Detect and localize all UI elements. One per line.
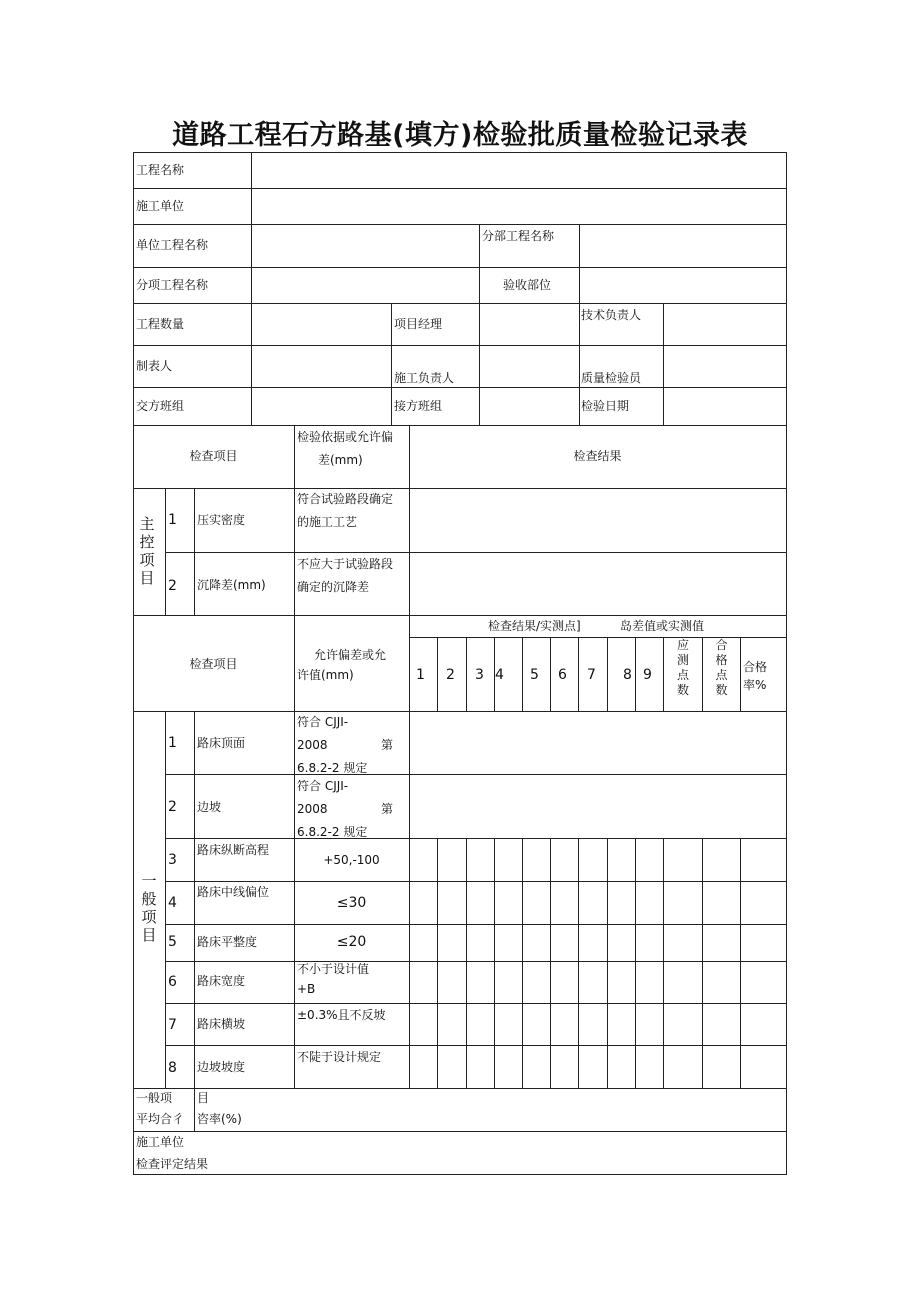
- general-group-label: [139, 872, 159, 944]
- grid-line: [165, 711, 166, 1088]
- main-basis-header: 检验依据或允许偏: [297, 430, 394, 444]
- grid-line: [165, 961, 787, 962]
- grid-line: [165, 488, 166, 615]
- tabulator-label: 制表人: [136, 359, 173, 373]
- grid-line: [194, 1088, 195, 1131]
- col-number: 9: [643, 667, 652, 683]
- general-item-spec: 符合 CJJI-: [297, 715, 349, 729]
- general-item-spec: 第: [381, 738, 394, 752]
- general-item-spec: 第: [381, 802, 394, 816]
- grid-line: [133, 1088, 787, 1089]
- qualified-points-char: 合: [715, 638, 728, 652]
- grid-line: [635, 838, 636, 1088]
- border-line: [133, 1174, 787, 1175]
- construction-unit-label: 施工单位: [136, 199, 185, 213]
- grid-line: [194, 711, 195, 1088]
- main-item-name: 沉降差(mm): [197, 578, 266, 592]
- general-result-header-b: 岛差值或实测值: [620, 619, 705, 633]
- main-item-basis: 不应大于试验路段: [297, 557, 394, 571]
- grid-line: [635, 637, 636, 711]
- main-item-basis: 符合试验路段确定: [297, 492, 394, 506]
- general-item-spec: 不陡于设计规定: [297, 1050, 382, 1064]
- grid-line: [133, 188, 787, 189]
- project-name-label: 工程名称: [136, 163, 185, 177]
- grid-line: [133, 303, 787, 304]
- should-measure-char: 数: [676, 683, 689, 697]
- receiving-team-label: 接方班组: [394, 399, 443, 413]
- general-item-name: 边坡坡度: [197, 1060, 246, 1074]
- grid-line: [165, 1003, 787, 1004]
- grid-line: [133, 267, 787, 268]
- general-group-text: 一 般 项 目: [141, 872, 157, 944]
- qualified-points-char: 数: [715, 683, 728, 697]
- grid-line: [740, 838, 741, 1088]
- general-item-no: 1: [168, 735, 177, 751]
- grid-line: [194, 488, 195, 615]
- quantity-label: 工程数量: [136, 317, 185, 331]
- construction-lead-label: 施工负责人: [394, 371, 455, 385]
- grid-line: [607, 637, 608, 711]
- main-control-group-text: 主 控 项 目: [139, 515, 155, 587]
- grid-line: [740, 637, 741, 711]
- general-item-name: 路床中线偏位: [197, 885, 270, 899]
- grid-line: [479, 303, 480, 425]
- general-item-spec: ≤30: [336, 895, 367, 911]
- grid-line: [133, 1131, 787, 1132]
- general-item-no: 6: [168, 974, 177, 990]
- grid-line: [409, 425, 410, 1088]
- handover-team-label: 交方班组: [136, 399, 185, 413]
- main-result-header: 检查结果: [573, 449, 622, 463]
- grid-line: [437, 637, 438, 711]
- inspection-date-label: 检验日期: [581, 399, 630, 413]
- grid-line: [133, 224, 787, 225]
- main-item-name: 压实密度: [197, 513, 246, 527]
- footer-eval-label: 检查评定结果: [136, 1157, 209, 1171]
- tech-lead-label: 技术负责人: [581, 308, 642, 322]
- grid-line: [494, 838, 495, 1088]
- general-item-spec: +50,-100: [323, 853, 380, 867]
- col-number: 7: [587, 667, 596, 683]
- quality-inspector-label: 质量检验员: [581, 371, 642, 385]
- project-manager-label: 项目经理: [394, 317, 443, 331]
- general-item-spec: ≤20: [336, 934, 367, 950]
- general-item-spec: 不小于设计值: [297, 962, 370, 976]
- col-number: 5: [530, 667, 539, 683]
- main-basis-header-unit: 差(mm): [318, 453, 363, 467]
- general-item-name: 路床宽度: [197, 974, 246, 988]
- pass-rate-header: 合格: [743, 660, 768, 674]
- general-item-name: 路床纵断高程: [197, 843, 270, 857]
- grid-line: [466, 838, 467, 1088]
- grid-line: [663, 303, 664, 425]
- general-allow-header-unit: 许值(mm): [297, 668, 354, 682]
- grid-line: [133, 711, 787, 712]
- grid-line: [550, 838, 551, 1088]
- grid-line: [550, 637, 551, 711]
- grid-line: [133, 488, 787, 489]
- grid-line: [578, 637, 579, 711]
- general-item-spec: +B: [297, 982, 316, 996]
- general-item-name: 路床横坡: [197, 1017, 246, 1031]
- general-item-no: 8: [168, 1060, 177, 1076]
- col-number: 1: [416, 667, 425, 683]
- grid-line: [479, 224, 480, 303]
- avg-label: 目: [197, 1091, 210, 1105]
- general-item-spec: 符合 CJJI-: [297, 779, 349, 793]
- qualified-points-header: [703, 638, 740, 698]
- grid-line: [578, 838, 579, 1088]
- main-item-no: 1: [168, 512, 177, 528]
- should-measure-header: [664, 638, 702, 698]
- avg-label: 咨率(%): [197, 1112, 242, 1126]
- grid-line: [607, 838, 608, 1088]
- grid-line: [522, 838, 523, 1088]
- general-item-spec: 2008: [297, 738, 328, 752]
- col-number: 6: [558, 667, 567, 683]
- general-item-no: 4: [168, 895, 177, 911]
- general-item-no: 5: [168, 934, 177, 950]
- general-item-name: 边坡: [197, 800, 222, 814]
- grid-line: [251, 152, 252, 425]
- main-check-item-header: 检查项目: [189, 449, 238, 463]
- col-number: 2: [446, 667, 455, 683]
- acceptance-part-label: 验收部位: [503, 278, 552, 292]
- grid-line: [165, 1045, 787, 1046]
- general-item-name: 路床顶面: [197, 736, 246, 750]
- grid-line: [165, 924, 787, 925]
- col-number: 3: [475, 667, 484, 683]
- avg-label: 平均合彳: [136, 1112, 185, 1126]
- sub-item-name-label: 分项工程名称: [136, 278, 209, 292]
- should-measure-char: 测: [676, 653, 689, 667]
- main-control-group-label: [137, 515, 157, 587]
- general-check-item-header: 检查项目: [189, 657, 238, 671]
- grid-line: [522, 637, 523, 711]
- border-line: [133, 152, 787, 153]
- col-number: 8: [623, 667, 632, 683]
- should-measure-char: 应: [676, 638, 689, 652]
- general-item-spec: 6.8.2-2 规定: [297, 825, 368, 839]
- unit-project-name-label: 单位工程名称: [136, 238, 209, 252]
- grid-line: [165, 552, 787, 553]
- general-item-no: 3: [168, 852, 177, 868]
- grid-line: [437, 838, 438, 1088]
- sub-division-name-label: 分部工程名称: [482, 229, 555, 243]
- grid-line: [294, 425, 295, 1088]
- grid-line: [466, 637, 467, 711]
- general-item-spec: ±0.3%且不反坡: [297, 1008, 386, 1022]
- main-item-basis: 确定的沉降差: [297, 580, 370, 594]
- general-item-spec: 2008: [297, 802, 328, 816]
- grid-line: [133, 345, 787, 346]
- col-number: 4: [495, 667, 504, 683]
- general-item-spec: 6.8.2-2 规定: [297, 761, 368, 775]
- grid-line: [663, 838, 664, 1088]
- avg-label: 一般项: [136, 1091, 173, 1105]
- border-line: [786, 152, 787, 1175]
- footer-unit-label: 施工单位: [136, 1135, 185, 1149]
- general-allow-header: 允许偏差或允: [314, 648, 387, 662]
- grid-line: [702, 838, 703, 1088]
- grid-line: [579, 224, 580, 425]
- main-item-no: 2: [168, 578, 177, 594]
- page-title: 道路工程石方路基(填方)检验批质量检验记录表: [172, 120, 748, 151]
- general-item-name: 路床平整度: [197, 935, 258, 949]
- main-item-basis: 的施工工艺: [297, 515, 358, 529]
- qualified-points-char: 格: [715, 653, 728, 667]
- qualified-points-char: 点: [715, 668, 728, 682]
- grid-line: [133, 387, 787, 388]
- general-item-no: 2: [168, 799, 177, 815]
- general-item-no: 7: [168, 1017, 177, 1033]
- grid-line: [165, 774, 787, 775]
- general-result-header: 检查结果/实测点]: [488, 619, 581, 633]
- grid-line: [133, 425, 787, 426]
- should-measure-char: 点: [676, 668, 689, 682]
- grid-line: [391, 303, 392, 425]
- pass-rate-header-unit: 率%: [743, 678, 767, 692]
